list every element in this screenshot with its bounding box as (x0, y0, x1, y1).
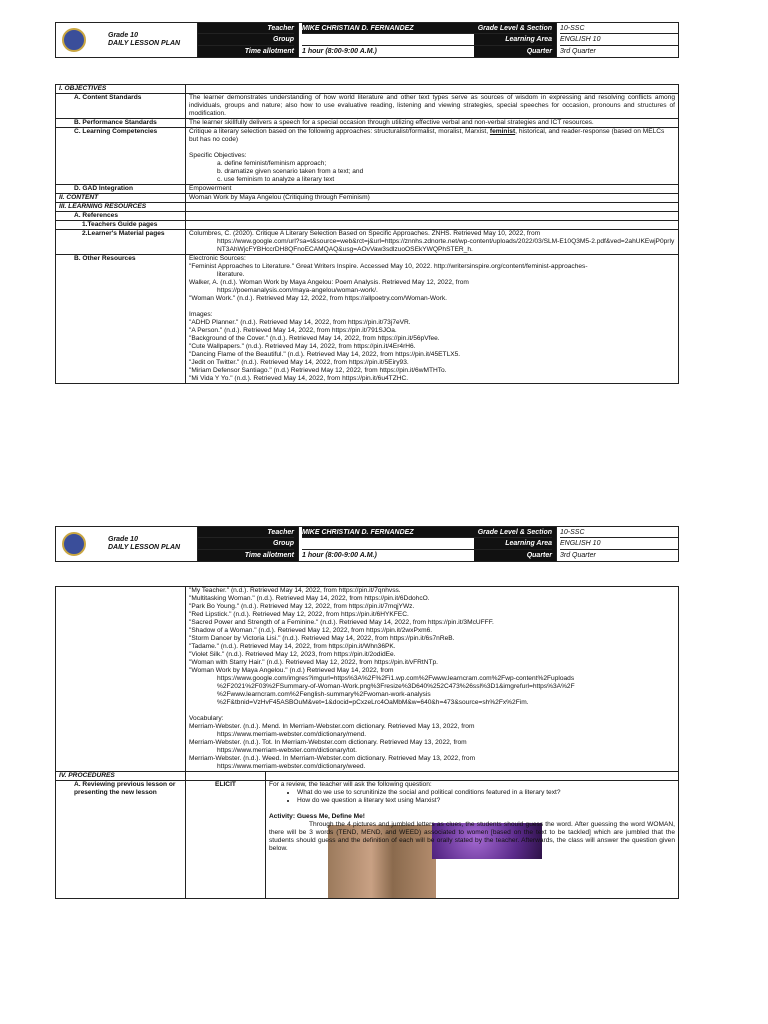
time-label: Time allotment (244, 47, 294, 55)
image-source: "Park Bo Young." (n.d.). Retrieved May 12, 2022, from https://pin.it/7mqjYWz. (189, 603, 415, 610)
objective-c: c. use feminism to analyze a literary text (217, 176, 335, 183)
specific-objectives-label: Specific Objectives: (189, 152, 247, 159)
time-label: Time allotment (244, 551, 294, 559)
image-source: "Cute Wallpapers." (n.d.). Retrieved May 14, 2022, from https://pin.it/4Er4rH6. (189, 343, 416, 350)
other-resources-cell: Electronic Sources: "Feminist Approaches to Literature." Great Writers Inspire. Accessed May 10, 2022. http://writersinspire.org/content/feminist-approaches- literature. Walker, A. (n.d.). Woman Work by Maya Angelou: Poem Analysis. Retrieved May 12, 2022, from https://poemanalysis.com/maya-angelou/woman-work/. "Woman Work." (n.d.). Retrieved May 12, 2022, from https://allpoetry.com/Woman-Work. Images: "ADHD Planner." (n.d.). Retrieved May 14, 2022, from https://pin.it/73j7eVR. "A Person." (n.d.). Retrieved May 14, 2022, from https://pin.it/791SJOa. "Background of the Cover." (n.d.). Retrieved May 14, 2022, from https://pin.it/56pVfee. "Cute Wallpapers." (n.d.). Retrieved May 14, 2022, from https://pin.it/4Er4rH6. "Dancing Flame of the Beautiful." (n.d.). Retrieved May 14, 2022, from https://pin.it/45ETLX5. "Jedit on Twitter." (n.d.). Retrieved May 14, 2022, from https://pin.it/5Eiry93. "Miriam Defensor Santiago." (n.d.) Retrieved May 12, 2022, from https://pin.it/6wMTHTo. "Mi Vida Y Yo." (n.d.). Retrieved May 14, 2022, from https://pin.it/6u4TZHC. (186, 255, 679, 384)
image-source: "Dancing Flame of the Beautiful." (n.d.). Retrieved May 14, 2022, from https://pin.it/45ETLX5. (189, 351, 461, 358)
image-source: "Red Lipstick." (n.d.). Retrieved May 12, 2022, from https://pin.it/6HYKFEC. (189, 611, 409, 618)
deped-seal-logo (62, 532, 86, 556)
vocabulary-label: Vocabulary: (189, 715, 224, 722)
image-source: "ADHD Planner." (n.d.). Retrieved May 14, 2022, from https://pin.it/73j7eVR. (189, 319, 411, 326)
content-standards-label: A. Content Standards (56, 94, 186, 119)
quarter-label: Quarter (526, 47, 552, 55)
image-source: "My Teacher." (n.d.). Retrieved May 14, 2022, from https://pin.it/7qnhvss. (189, 587, 401, 594)
image-source: "A Person." (n.d.). Retrieved May 14, 2022, from https://pin.it/791SJOa. (189, 327, 397, 334)
elicit-label: ELICIT (186, 781, 266, 899)
image-source: "Sacred Power and Strength of a Feminine." (n.d.). Retrieved May 14, 2022, from https://pin.it/3McUFFF. (189, 619, 494, 626)
time-value: 1 hour (8:00-9:00 A.M.) (302, 47, 377, 55)
activity-title: Activity: Guess Me, Define Me! (269, 813, 365, 820)
grade-section-label: Grade Level & Section (474, 527, 552, 538)
learners-material-cell: Columbres, C. (2020). Critique A Literary Selection Based on Specific Approaches. ZNHS. Retrieved May 10, 2022, from https://www.google.com/url?sa=t&source=web&rct=j&url=https://znnhs.zdnorte.net/wp-content/uploads/2022/03/SLM-E10Q3M5-2.pdf&ved=2ahUKEwjP0prlyNT3AhWjcFYBHccrDH8QFnoECAMQAQ&usg=AOvVaw3sdlzuoOSEkYWQPhSTER_h. (186, 230, 679, 255)
image-source: "Multitasking Woman." (n.d.). Retrieved May 14, 2022, from https://pin.it/6DdohcO. (189, 595, 430, 602)
quarter-label: Quarter (526, 551, 552, 559)
content-standards-text: The learner demonstrates understanding of how world literature and other text types serve as sources of wisdom in expressing and resolving conflicts among individuals, groups and nature; also how to use evaluative reading, listening and viewing strategies, special speeches for occasion, pronouns and structures of modification. (186, 94, 679, 119)
teacher-name: MIKE CHRISTIAN D. FERNANDEZ (302, 527, 474, 538)
objective-a: a. define feminist/feminism approach; (217, 160, 327, 167)
content-value: Woman Work by Maya Angelou (Critiquing through Feminism) (186, 194, 679, 203)
grade-label: Grade 10 (108, 32, 138, 39)
time-value: 1 hour (8:00-9:00 A.M.) (302, 551, 377, 559)
image-source: "Jedit on Twitter." (n.d.). Retrieved May 14, 2022, from https://pin.it/5Eiry93. (189, 359, 409, 366)
grade-section-value: 10-SSC (560, 23, 678, 34)
lesson-table-page-1 (55, 84, 679, 384)
area-label: Learning Area (474, 34, 552, 45)
learning-resources-heading: III. LEARNING RESOURCES (56, 203, 186, 212)
reviewing-lesson-label: A. Reviewing previous lesson or presenting the new lesson (56, 781, 186, 899)
image-source: "Mi Vida Y Yo." (n.d.). Retrieved May 14, 2022, from https://pin.it/6u4TZHC. (189, 375, 409, 382)
teachers-guide-label: 1.Teachers Guide pages (56, 221, 186, 230)
lesson-header (55, 526, 679, 562)
image-source: "Storm Dancer by Victoria Lisi." (n.d.). Retrieved May 14, 2022, from https://pin.it/6s7nReB. (189, 635, 455, 642)
deped-seal-logo (62, 28, 86, 52)
other-resources-label: B. Other Resources (56, 255, 186, 384)
area-value: ENGLISH 10 (560, 34, 678, 45)
competencies-label: C. Learning Competencies (56, 128, 186, 185)
lesson-table-page-2 (55, 586, 679, 899)
group-label: Group (198, 34, 294, 45)
area-value: ENGLISH 10 (560, 538, 678, 549)
feminist-highlight: feminist (489, 128, 516, 135)
activity-description: Through the 4 pictures and jumbled letters as clues, the students should guess the word. After guessing the word WOMAN, there will be 3 words (TEND, MEND, and WEED) associated to women [based on the text to be tackled] which are jumbled that the students should guess and the definition of each will be orally stated by the teacher. Afterwards, the class will answer the question given below. (269, 821, 675, 852)
objectives-heading: I. OBJECTIVES (56, 85, 186, 94)
grade-section-value: 10-SSC (560, 527, 678, 538)
teacher-label: Teacher (198, 23, 294, 34)
group-label: Group (198, 538, 294, 549)
review-question-2: • How do we question a literary text using Marxist? (297, 797, 675, 805)
teacher-label: Teacher (198, 527, 294, 538)
competencies-cell: Critique a literary selection based on the following approaches: structuralist/formalist, moralist, Marxist, feminist, historical, and reader-response (based on MELCs but has no code) Specific Objectives: a. define feminist/feminism approach; b. dramatize given scenario taken from a text; and c. use feminism to analyze a literary text (186, 128, 679, 185)
performance-standards-text: The learner skillfully delivers a speech for a special occasion through utilizing effective verbal and non-verbal strategies and ICT resources. (186, 119, 679, 128)
header-logo-cell (56, 23, 198, 57)
review-question-1: • What do we use to scrunitinize the social and political conditions featured in a literary text? (297, 789, 675, 797)
image-source: "Shadow of a Woman." (n.d.). Retrieved May 12, 2022, from https://pin.it/2wxPxm6. (189, 627, 433, 634)
group-value (302, 34, 474, 45)
group-value (302, 538, 474, 549)
learners-material-label: 2.Learner's Material pages (56, 230, 186, 255)
teacher-name: MIKE CHRISTIAN D. FERNANDEZ (302, 23, 474, 34)
procedures-heading: IV. PROCEDURES (56, 772, 186, 781)
grade-section-label: Grade Level & Section (474, 23, 552, 34)
image-source: "Miriam Defensor Santiago." (n.d.) Retrieved May 12, 2022, from https://pin.it/6wMTHTo. (189, 367, 447, 374)
procedure-cell: For a review, the teacher will ask the following question: • What do we use to scrunitinize the social and political conditions featured in a literary text? • How do we question a literary text using Marxist? Activity: Guess Me, Define Me! Through the 4 pictures and jumbled letters as clues, the students should guess the word. After guessing the word WOMAN, there will be 3 words (TEND, MEND, and WEED) associated to women [based on the text to be tackled] which are jumbled that the students should guess and the definition of each will be orally stated by the teacher. Afterwards, the class will answer the question given below. (266, 781, 679, 899)
image-source: "Tadame." (n.d.). Retrieved May 14, 2022, from https://pin.it/Whn36PK. (189, 643, 396, 650)
gad-label: D. GAD Integration (56, 185, 186, 194)
quarter-value: 3rd Quarter (560, 47, 596, 55)
area-label: Learning Area (474, 538, 552, 549)
gad-value: Empowerment (186, 185, 679, 194)
grade-label: Grade 10 (108, 536, 138, 543)
image-sources-continued: "My Teacher." (n.d.). Retrieved May 14, 2022, from https://pin.it/7qnhvss. "Multitasking Woman." (n.d.). Retrieved May 14, 2022, from https://pin.it/6DdohcO. "Park Bo Young." (n.d.). Retrieved May 12, 2022, from https://pin.it/7mqjYWz. "Red Lipstick." (n.d.). Retrieved May 12, 2022, from https://pin.it/6HYKFEC. "Sacred Power and Strength of a Feminine." (n.d.). Retrieved May 14, 2022, from https://pin.it/3McUFFF. "Shadow of a Woman." (n.d.). Retrieved May 12, 2022, from https://pin.it/2wxPxm6. "Storm Dancer by Victoria Lisi." (n.d.). Retrieved May 14, 2022, from https://pin.it/6s7nReB. "Tadame." (n.d.). Retrieved May 14, 2022, from https://pin.it/Whn36PK. "Violet Silk." (n.d.). Retrieved May 12, 2023, from https://pin.it/2odidEe. "Woman with Starry Hair." (n.d.). Retrieved May 12, 2022, from https://pin.it/vFRtNTp. "Woman Work by Maya Angelou." (n.d.) Retrieved May 14, 2022, from https://www.google.com/imgres?imgurl=https%3A%2F%2Fi1.wp.com%2Fwww.learncram.com%2Fwp-content%2Fuploads %2F2021%2F03%2FSummary-of-Woman-Work.png%3Fresize%3D640%252C473%26ssl%3D1&imgrefurl=https%3A%2F %2Fwww.learncram.com%2Fenglish-summary%2Fwoman-work-analysis %2F&tbnid=VzHvF45ASBOuM&vet=1&docid=pCxzeLrc4OaMbM&w=640&h=473&source=sh%2Fx%2Fim. Vocabulary: Merriam-Webster. (n.d.). Mend. In Merriam-Webster.com dictionary. Retrieved May 13, 2022, from https://www.merriam-webster.com/dictionary/mend. Merriam-Webster. (n.d.). Tot. In Merriam-Webster.com dictionary. Retrieved May 13, 2022, from https://www.merriam-webster.com/dictionary/tot. Merriam-Webster. (n.d.). Weed. In Merriam-Webster.com dictionary. Retrieved May 13, 2022, from https://www.merriam-webster.com/dictionary/weed. (186, 587, 679, 772)
plan-label: DAILY LESSON PLAN (108, 40, 181, 47)
references-label: A. References (56, 212, 186, 221)
content-heading: II. CONTENT (56, 194, 186, 203)
image-source: "Violet Silk." (n.d.). Retrieved May 12, 2023, from https://pin.it/2odidEe. (189, 651, 396, 658)
performance-standards-label: B. Performance Standards (56, 119, 186, 128)
objective-b: b. dramatize given scenario taken from a text; and (217, 168, 364, 175)
image-source: "Woman with Starry Hair." (n.d.). Retrieved May 12, 2022, from https://pin.it/vFRtNTp. (189, 659, 438, 666)
image-source: "Background of the Cover." (n.d.). Retrieved May 14, 2022, from https://pin.it/56pVfee. (189, 335, 440, 342)
quarter-value: 3rd Quarter (560, 551, 596, 559)
plan-label: DAILY LESSON PLAN (108, 544, 181, 551)
lesson-header (55, 22, 679, 58)
header-logo-cell (56, 527, 198, 561)
